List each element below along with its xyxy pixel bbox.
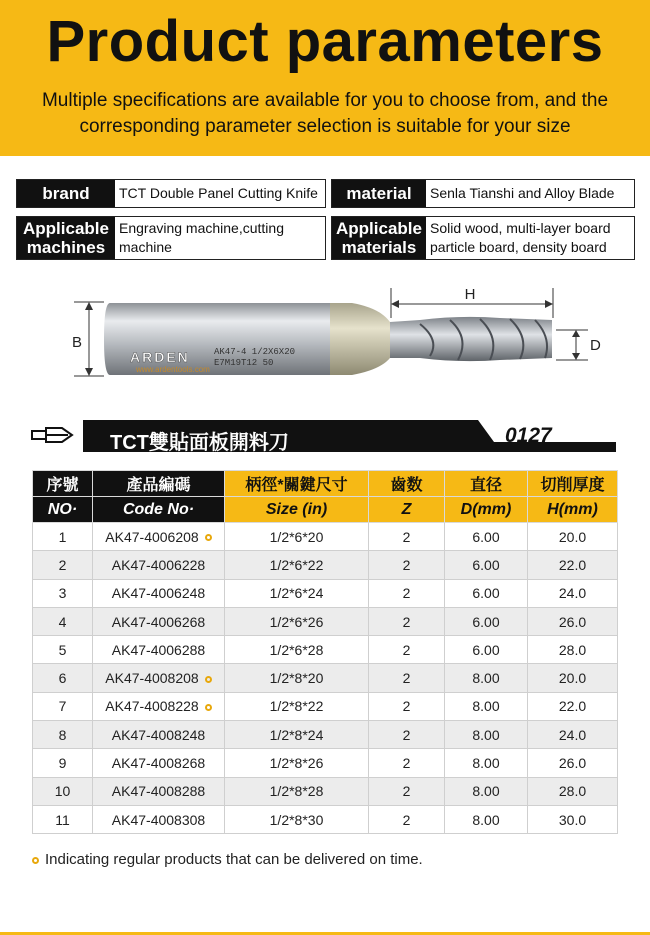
table-row bbox=[33, 664, 618, 692]
cell-no bbox=[33, 749, 93, 777]
spec-materials-value-line2: particle board, density board bbox=[430, 239, 607, 255]
cell-code bbox=[93, 523, 225, 551]
cell-z bbox=[369, 664, 445, 692]
cell-d bbox=[445, 749, 528, 777]
spec-material-key: material bbox=[332, 180, 426, 207]
cell-size bbox=[225, 692, 369, 720]
cell-size bbox=[225, 523, 369, 551]
cell-size-text: 1/2*6*28 bbox=[269, 641, 324, 658]
table-row bbox=[33, 749, 618, 777]
cell-d bbox=[445, 664, 528, 692]
cell-code-text: AK47-4008248 bbox=[111, 726, 206, 743]
cell-no bbox=[33, 523, 93, 551]
parameter-table bbox=[32, 470, 618, 834]
spec-machines-value bbox=[115, 217, 284, 259]
header-banner bbox=[0, 0, 650, 156]
cell-no-text: 9 bbox=[58, 755, 67, 772]
cutting-flutes bbox=[390, 317, 552, 361]
cell-size bbox=[225, 777, 369, 805]
cell-d-text: 8.00 bbox=[472, 783, 500, 800]
cell-h-text: 28.0 bbox=[558, 641, 587, 658]
th-d-cn: 直径 bbox=[445, 471, 528, 497]
table-row bbox=[33, 551, 618, 579]
cell-code bbox=[93, 749, 225, 777]
regular-product-dot-icon bbox=[32, 857, 39, 864]
spec-materials-key-line2: materials bbox=[341, 238, 417, 257]
cell-d bbox=[445, 777, 528, 805]
cell-size-text: 1/2*8*20 bbox=[269, 670, 324, 687]
cell-d-text: 6.00 bbox=[472, 641, 500, 658]
cell-code bbox=[93, 692, 225, 720]
spec-materials-value bbox=[426, 217, 611, 259]
cell-size-text: 1/2*8*22 bbox=[269, 698, 324, 715]
page-title: Product parameters bbox=[46, 9, 604, 74]
footnote-text: Indicating regular products that can be delivered on time. bbox=[45, 851, 423, 868]
cell-z-text: 2 bbox=[402, 698, 411, 715]
cell-d bbox=[445, 721, 528, 749]
cell-h-text: 22.0 bbox=[558, 556, 587, 573]
cell-h-text: 20.0 bbox=[558, 670, 587, 687]
cell-z bbox=[369, 607, 445, 635]
cell-z-text: 2 bbox=[402, 613, 411, 630]
cell-z bbox=[369, 749, 445, 777]
cell-no bbox=[33, 579, 93, 607]
cell-d-text: 8.00 bbox=[472, 698, 500, 715]
cell-h-text: 24.0 bbox=[558, 585, 587, 602]
cell-size-text: 1/2*6*20 bbox=[269, 528, 324, 545]
spec-machines-value-line1: Engraving machine,cutting bbox=[119, 220, 284, 236]
cell-code-text: AK47-4008228 bbox=[105, 698, 199, 715]
cell-no bbox=[33, 692, 93, 720]
cell-z bbox=[369, 721, 445, 749]
cell-h-text: 30.0 bbox=[558, 811, 587, 828]
subtitle-line-2: corresponding parameter selection is suitable for your size bbox=[79, 116, 571, 137]
cell-code-text: AK47-4006228 bbox=[111, 556, 206, 573]
cell-z-text: 2 bbox=[402, 811, 411, 828]
cell-no bbox=[33, 777, 93, 805]
table-header-cn bbox=[33, 471, 618, 497]
label-b: B bbox=[71, 334, 83, 351]
spec-machines-key-line2: machines bbox=[26, 238, 106, 257]
cell-z bbox=[369, 805, 445, 833]
footnote bbox=[32, 851, 423, 868]
th-z-cn: 齒数 bbox=[369, 471, 445, 497]
cell-no-text: 4 bbox=[58, 613, 67, 630]
cell-size bbox=[225, 636, 369, 664]
cell-no bbox=[33, 636, 93, 664]
regular-product-dot-icon bbox=[205, 704, 212, 711]
cell-d-text: 8.00 bbox=[472, 670, 500, 687]
th-h-cn: 切削厚度 bbox=[528, 471, 618, 497]
dimension-b bbox=[72, 302, 104, 376]
cell-no-text: 10 bbox=[54, 783, 71, 800]
cell-code bbox=[93, 607, 225, 635]
cell-no-text: 8 bbox=[58, 726, 67, 743]
cell-d bbox=[445, 805, 528, 833]
cell-z bbox=[369, 777, 445, 805]
cell-d-text: 6.00 bbox=[472, 613, 500, 630]
cell-h-text: 28.0 bbox=[558, 783, 587, 800]
cell-z bbox=[369, 692, 445, 720]
cell-size bbox=[225, 721, 369, 749]
cell-z-text: 2 bbox=[402, 726, 411, 743]
label-d: D bbox=[590, 337, 601, 354]
label-h: H bbox=[464, 286, 476, 303]
cell-size bbox=[225, 551, 369, 579]
cell-no-text: 3 bbox=[58, 585, 67, 602]
cell-h bbox=[528, 664, 618, 692]
spec-machines-key-line1: Applicable bbox=[23, 219, 109, 238]
table-row bbox=[33, 777, 618, 805]
cell-size-text: 1/2*6*22 bbox=[269, 556, 324, 573]
cell-no bbox=[33, 551, 93, 579]
th-no-cn: 序號 bbox=[33, 471, 93, 497]
cell-no-text: 11 bbox=[55, 811, 70, 828]
table-row bbox=[33, 523, 618, 551]
cell-no-text: 7 bbox=[58, 698, 67, 715]
spec-brand-value: TCT Double Panel Cutting Knife bbox=[119, 185, 318, 201]
router-bit-diagram bbox=[0, 280, 650, 400]
cell-size-text: 1/2*8*28 bbox=[269, 783, 324, 800]
cell-z-text: 2 bbox=[402, 556, 411, 573]
spec-material bbox=[331, 179, 635, 208]
dimension-d bbox=[556, 330, 601, 360]
cell-d bbox=[445, 607, 528, 635]
th-d-en: D(mm) bbox=[445, 497, 528, 523]
cell-h bbox=[528, 607, 618, 635]
cell-h-text: 20.0 bbox=[558, 528, 587, 545]
cell-no-text: 5 bbox=[58, 641, 67, 658]
cell-z bbox=[369, 551, 445, 579]
cell-no-text: 6 bbox=[58, 670, 67, 687]
table-header-en bbox=[33, 497, 618, 523]
cell-h bbox=[528, 749, 618, 777]
cell-no bbox=[33, 805, 93, 833]
spec-materials-value-line1: Solid wood, multi-layer board bbox=[430, 220, 611, 236]
cell-code-text: AK47-4006248 bbox=[111, 585, 206, 602]
cell-code bbox=[93, 664, 225, 692]
cell-d-text: 6.00 bbox=[472, 585, 500, 602]
cell-no-text: 1 bbox=[58, 528, 67, 545]
th-z-en: Z bbox=[369, 497, 445, 523]
collar bbox=[330, 303, 390, 375]
banner-title: TCT雙貼面板開料刀 bbox=[110, 432, 289, 454]
cell-d bbox=[445, 636, 528, 664]
dimension-h bbox=[391, 286, 553, 318]
cell-code-text: AK47-4006208 bbox=[105, 528, 199, 545]
cell-h-text: 22.0 bbox=[558, 698, 587, 715]
cell-d-text: 8.00 bbox=[472, 755, 500, 772]
cell-size bbox=[225, 805, 369, 833]
th-no-en: NO· bbox=[33, 497, 93, 523]
table-row bbox=[33, 607, 618, 635]
subtitle-line-1: Multiple specifications are available for you to choose from, and the bbox=[41, 90, 609, 111]
cell-size bbox=[225, 579, 369, 607]
table-row bbox=[33, 721, 618, 749]
cell-size-text: 1/2*8*30 bbox=[269, 811, 324, 828]
regular-product-dot-icon bbox=[205, 676, 212, 683]
shank-code-2: E7M19T12 50 bbox=[214, 358, 274, 368]
cell-d-text: 8.00 bbox=[472, 811, 500, 828]
table-row bbox=[33, 636, 618, 664]
cell-z-text: 2 bbox=[402, 755, 411, 772]
cell-h bbox=[528, 777, 618, 805]
shank-brand: ARDEN bbox=[130, 349, 190, 365]
cell-d bbox=[445, 551, 528, 579]
cell-no bbox=[33, 664, 93, 692]
spec-materials-key-line1: Applicable bbox=[336, 219, 422, 238]
cell-z-text: 2 bbox=[402, 585, 411, 602]
cell-code bbox=[93, 636, 225, 664]
cell-h bbox=[528, 636, 618, 664]
cell-d-text: 8.00 bbox=[472, 726, 500, 743]
spec-brand bbox=[16, 179, 326, 208]
cell-d-text: 6.00 bbox=[472, 528, 500, 545]
cell-h-text: 24.0 bbox=[558, 726, 587, 743]
spec-machines-value-line2: machine bbox=[119, 239, 172, 255]
cell-size bbox=[225, 664, 369, 692]
cell-d bbox=[445, 523, 528, 551]
cell-d bbox=[445, 692, 528, 720]
cell-size bbox=[225, 749, 369, 777]
cell-no bbox=[33, 607, 93, 635]
cell-h bbox=[528, 523, 618, 551]
spec-machines-key bbox=[17, 217, 115, 259]
table-row bbox=[33, 692, 618, 720]
cell-z-text: 2 bbox=[402, 528, 411, 545]
cell-z bbox=[369, 523, 445, 551]
cell-code-text: AK47-4006288 bbox=[111, 641, 206, 658]
cell-z-text: 2 bbox=[402, 783, 411, 800]
spec-brand-key: brand bbox=[17, 180, 115, 207]
cell-z-text: 2 bbox=[402, 670, 411, 687]
cell-code-text: AK47-4008308 bbox=[111, 811, 206, 828]
spec-applicable-materials bbox=[331, 216, 635, 260]
cell-d bbox=[445, 579, 528, 607]
cell-d-text: 6.00 bbox=[472, 556, 500, 573]
spec-material-value: Senla Tianshi and Alloy Blade bbox=[430, 185, 615, 201]
cell-no-text: 2 bbox=[58, 556, 67, 573]
cell-no bbox=[33, 721, 93, 749]
cell-h bbox=[528, 692, 618, 720]
table-row bbox=[33, 805, 618, 833]
th-size-cn: 柄徑*關鍵尺寸 bbox=[225, 471, 369, 497]
cell-size bbox=[225, 607, 369, 635]
drill-bit-icon bbox=[32, 428, 72, 442]
cell-h-text: 26.0 bbox=[558, 755, 587, 772]
cell-h bbox=[528, 551, 618, 579]
cell-code-text: AK47-4008268 bbox=[111, 755, 206, 772]
th-code-cn: 產品編碼 bbox=[93, 471, 225, 497]
cell-h bbox=[528, 805, 618, 833]
page-subtitle bbox=[20, 88, 630, 140]
table-body bbox=[33, 523, 618, 834]
banner-code: 0127 bbox=[505, 424, 552, 447]
th-h-en: H(mm) bbox=[528, 497, 618, 523]
cell-code bbox=[93, 579, 225, 607]
table-row bbox=[33, 579, 618, 607]
cell-code bbox=[93, 777, 225, 805]
cell-size-text: 1/2*6*26 bbox=[269, 613, 324, 630]
cell-size-text: 1/2*8*26 bbox=[269, 755, 324, 772]
cell-h bbox=[528, 579, 618, 607]
cell-z bbox=[369, 579, 445, 607]
th-size-en: Size (in) bbox=[225, 497, 369, 523]
cell-code bbox=[93, 805, 225, 833]
spec-materials-key bbox=[332, 217, 426, 259]
cell-code bbox=[93, 551, 225, 579]
cell-code bbox=[93, 721, 225, 749]
spec-applicable-machines bbox=[16, 216, 326, 260]
shank-code: AK47-4 1/2X6X20 bbox=[214, 347, 296, 357]
cell-z-text: 2 bbox=[402, 641, 411, 658]
cell-code-text: AK47-4008288 bbox=[111, 783, 206, 800]
cell-size-text: 1/2*6*24 bbox=[269, 585, 324, 602]
cell-h bbox=[528, 721, 618, 749]
cell-code-text: AK47-4006268 bbox=[111, 613, 206, 630]
regular-product-dot-icon bbox=[205, 534, 212, 541]
cell-code-text: AK47-4008208 bbox=[105, 670, 199, 687]
cell-h-text: 26.0 bbox=[558, 613, 587, 630]
th-code-en: Code No· bbox=[93, 497, 225, 523]
cell-size-text: 1/2*8*24 bbox=[269, 726, 324, 743]
shank-url: www.ardentools.com bbox=[136, 365, 210, 374]
cell-z bbox=[369, 636, 445, 664]
